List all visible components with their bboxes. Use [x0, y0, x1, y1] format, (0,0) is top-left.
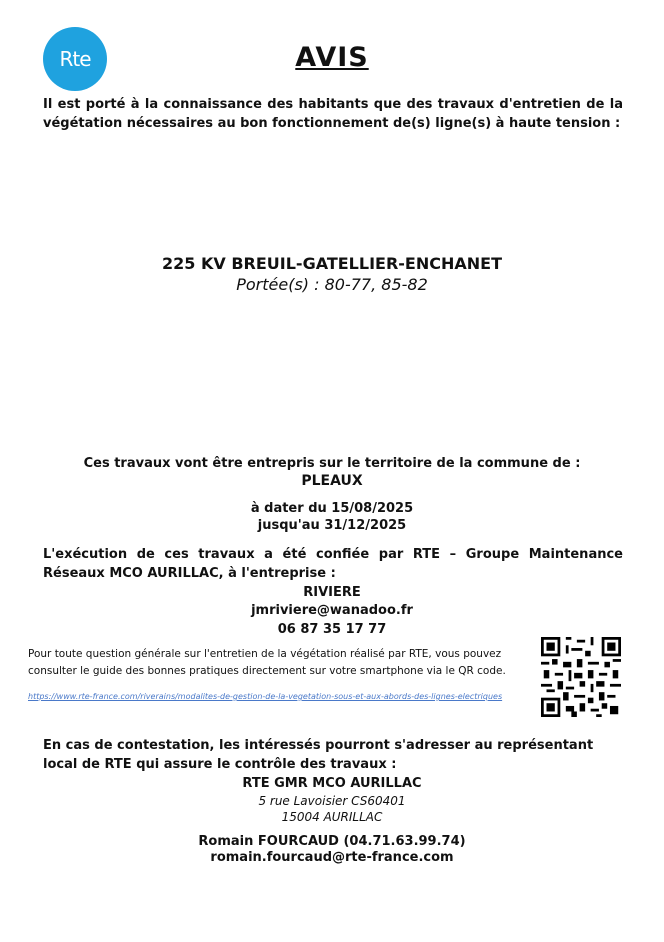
commune-intro: Ces travaux vont être entrepris sur le territoire de la commune de : — [83, 456, 581, 471]
commune-name: PLEAUX — [301, 473, 363, 489]
qr-code-icon[interactable] — [541, 637, 621, 717]
intro-text: Il est porté à la connaissance des habitants que des travaux d'entretien de la végétation nécessaires au bon fonctionnement de(s) ligne(s) à haute tension : — [43, 97, 623, 131]
rep-office: RTE GMR MCO AURILLAC — [242, 776, 422, 791]
company-name: RIVIERE — [303, 585, 361, 600]
contest-text: En cas de contestation, les intéressés pourront s'adresser au représentant local de RTE qui assure le contrôle des travaux : — [43, 738, 594, 772]
page-title: AVIS — [295, 42, 369, 73]
info-text: Pour toute question générale sur l'entretien de la végétation réalisé par RTE, vous pouvez consulter le guide des bonnes pratiques directement sur votre smartphone via le QR code. — [28, 648, 506, 677]
company-phone: 06 87 35 17 77 — [277, 622, 387, 637]
rep-contact: Romain FOURCAUD (04.71.63.99.74) — [198, 834, 466, 849]
rte-logo-text: Rte — [59, 47, 91, 71]
execution-text: L'exécution de ces travaux a été confiée par RTE – Groupe Maintenance Réseaux MCO AURILLAC, à l'entreprise : — [43, 547, 623, 581]
guide-link[interactable]: https://www.rte-france.com/riverains/modalites-de-gestion-de-la-vegetation-sous-et-aux-abords-des-lignes-electriques — [28, 692, 503, 701]
company-email: jmriviere@wanadoo.fr — [251, 603, 413, 618]
line-name: 225 KV BREUIL-GATELLIER-ENCHANET — [162, 254, 502, 273]
end-date: jusqu'au 31/12/2025 — [257, 518, 407, 533]
rep-email: romain.fourcaud@rte-france.com — [210, 850, 454, 865]
line-portees: Portée(s) : 80-77, 85-82 — [236, 275, 428, 294]
start-date: à dater du 15/08/2025 — [250, 501, 414, 516]
rep-address-1: 5 rue Lavoisier CS60401 — [258, 794, 406, 808]
rep-address-2: 15004 AURILLAC — [281, 810, 383, 824]
